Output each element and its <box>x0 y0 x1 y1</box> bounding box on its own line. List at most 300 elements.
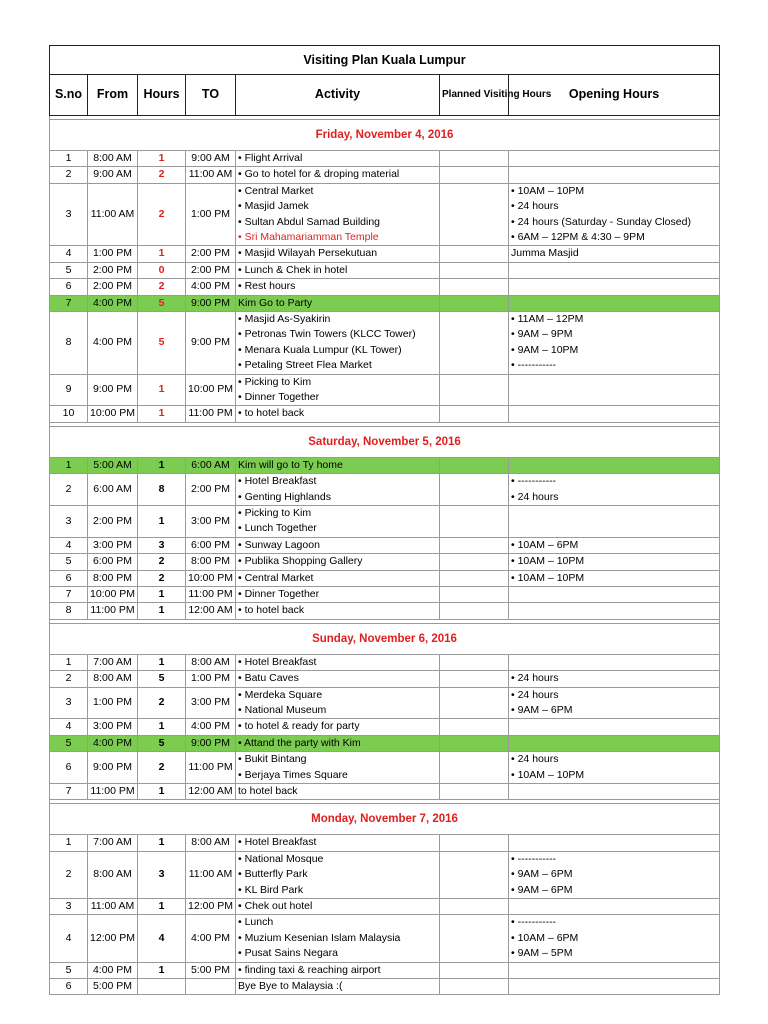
hours-cell: 0 <box>138 262 186 278</box>
activity-item: • Bukit Bintang <box>238 753 307 766</box>
activity-item: • Genting Highlands <box>238 490 331 503</box>
opening-hours-item: • 9AM – 6PM <box>511 883 573 896</box>
sno-cell: 7 <box>50 587 88 603</box>
hours-cell: 2 <box>138 279 186 295</box>
activity-item: • Merdeka Square <box>238 688 323 701</box>
opening-hours-cell <box>509 312 720 375</box>
table-row <box>50 752 720 784</box>
activity-item: • Masjid Wilayah Persekutuan <box>238 247 378 260</box>
from-time-cell: 5:00 PM <box>88 979 138 995</box>
opening-hours-item: • 24 hours <box>511 753 559 766</box>
activity-cell <box>236 962 440 978</box>
hours-cell: 1 <box>138 719 186 735</box>
to-time-cell: 10:00 PM <box>186 374 236 406</box>
table-row <box>50 719 720 735</box>
activity-item: • to hotel back <box>238 407 305 420</box>
header-row <box>50 75 720 116</box>
opening-hours-cell <box>509 474 720 506</box>
day-header-row <box>50 120 720 151</box>
opening-hours-cell <box>509 962 720 978</box>
from-time-cell: 2:00 PM <box>88 262 138 278</box>
header-hours: Hours <box>138 75 186 116</box>
activity-cell <box>236 654 440 670</box>
opening-hours-cell <box>509 506 720 538</box>
opening-hours-item: • 9AM – 10PM <box>511 343 579 356</box>
to-time-cell: 1:00 PM <box>186 671 236 687</box>
activity-item: • Sunway Lagoon <box>238 538 320 551</box>
opening-hours-cell <box>509 570 720 586</box>
day-heading: Monday, November 7, 2016 <box>50 804 720 835</box>
opening-hours-cell <box>509 851 720 898</box>
activity-cell <box>236 151 440 167</box>
planned-hours-cell <box>440 537 509 553</box>
from-time-cell: 11:00 AM <box>88 183 138 246</box>
activity-item: Bye Bye to Malaysia :( <box>238 980 343 993</box>
opening-hours-item: • 24 hours <box>511 490 559 503</box>
activity-cell <box>236 603 440 619</box>
hours-cell: 4 <box>138 915 186 962</box>
sno-cell: 2 <box>50 671 88 687</box>
sno-cell: 7 <box>50 784 88 800</box>
table-row <box>50 457 720 473</box>
activity-item: • Lunch <box>238 916 274 929</box>
activity-cell <box>236 537 440 553</box>
from-time-cell: 11:00 PM <box>88 784 138 800</box>
hours-cell: 1 <box>138 457 186 473</box>
hours-cell: 2 <box>138 183 186 246</box>
activity-item: • Butterfly Park <box>238 868 308 881</box>
table-row <box>50 295 720 311</box>
table-row <box>50 835 720 851</box>
from-time-cell: 6:00 PM <box>88 554 138 570</box>
sno-cell: 5 <box>50 735 88 751</box>
from-time-cell: 6:00 AM <box>88 474 138 506</box>
activity-item: Kim will go to Ty home <box>238 458 343 471</box>
hours-cell: 8 <box>138 474 186 506</box>
from-time-cell: 8:00 AM <box>88 671 138 687</box>
planned-hours-cell <box>440 962 509 978</box>
to-time-cell: 12:00 AM <box>186 603 236 619</box>
from-time-cell: 9:00 PM <box>88 374 138 406</box>
opening-hours-item: • 10AM – 6PM <box>511 538 579 551</box>
opening-hours-item: Jumma Masjid <box>511 247 579 260</box>
planned-hours-cell <box>440 752 509 784</box>
to-time-cell: 8:00 AM <box>186 835 236 851</box>
header-sno: S.no <box>50 75 88 116</box>
to-time-cell: 6:00 AM <box>186 457 236 473</box>
hours-cell: 5 <box>138 312 186 375</box>
sno-cell: 4 <box>50 246 88 262</box>
opening-hours-item: • 9AM – 5PM <box>511 947 573 960</box>
to-time-cell: 9:00 PM <box>186 312 236 375</box>
to-time-cell: 2:00 PM <box>186 474 236 506</box>
to-time-cell: 1:00 PM <box>186 183 236 246</box>
header-to: TO <box>186 75 236 116</box>
planned-hours-cell <box>440 262 509 278</box>
planned-hours-cell <box>440 570 509 586</box>
hours-cell: 1 <box>138 603 186 619</box>
activity-cell <box>236 457 440 473</box>
planned-hours-cell <box>440 735 509 751</box>
table-row <box>50 979 720 995</box>
opening-hours-item: • ----------- <box>511 852 557 865</box>
from-time-cell: 10:00 PM <box>88 406 138 422</box>
day-header-row <box>50 426 720 457</box>
table-row <box>50 587 720 603</box>
hours-cell: 1 <box>138 962 186 978</box>
sno-cell: 1 <box>50 457 88 473</box>
from-time-cell: 4:00 PM <box>88 312 138 375</box>
to-time-cell: 11:00 PM <box>186 587 236 603</box>
hours-cell: 5 <box>138 295 186 311</box>
planned-hours-cell <box>440 506 509 538</box>
to-time-cell: 9:00 AM <box>186 151 236 167</box>
table-row <box>50 554 720 570</box>
sno-cell: 3 <box>50 183 88 246</box>
table-row <box>50 687 720 719</box>
to-time-cell: 11:00 AM <box>186 167 236 183</box>
opening-hours-item: • 9AM – 9PM <box>511 328 573 341</box>
opening-hours-cell <box>509 537 720 553</box>
planned-hours-cell <box>440 457 509 473</box>
opening-hours-item: • 9AM – 6PM <box>511 704 573 717</box>
hours-cell: 1 <box>138 506 186 538</box>
planned-hours-cell <box>440 687 509 719</box>
opening-hours-cell <box>509 979 720 995</box>
sno-cell: 3 <box>50 506 88 538</box>
activity-cell <box>236 587 440 603</box>
opening-hours-cell <box>509 151 720 167</box>
planned-hours-cell <box>440 151 509 167</box>
activity-item: • Menara Kuala Lumpur (KL Tower) <box>238 343 402 356</box>
activity-cell <box>236 671 440 687</box>
from-time-cell: 9:00 AM <box>88 167 138 183</box>
activity-item: • Pusat Sains Negara <box>238 947 338 960</box>
to-time-cell: 3:00 PM <box>186 687 236 719</box>
activity-item: • Dinner Together <box>238 588 320 601</box>
to-time-cell: 11:00 PM <box>186 406 236 422</box>
sno-cell: 2 <box>50 474 88 506</box>
opening-hours-cell <box>509 262 720 278</box>
activity-item: • to hotel back <box>238 604 305 617</box>
table-row <box>50 474 720 506</box>
opening-hours-item: • ----------- <box>511 475 557 488</box>
planned-hours-cell <box>440 587 509 603</box>
opening-hours-cell <box>509 554 720 570</box>
activity-cell <box>236 735 440 751</box>
table-row <box>50 915 720 962</box>
activity-item: • National Mosque <box>238 852 324 865</box>
table-row <box>50 506 720 538</box>
to-time-cell <box>186 979 236 995</box>
header-activity: Activity <box>236 75 440 116</box>
planned-hours-cell <box>440 979 509 995</box>
to-time-cell: 6:00 PM <box>186 537 236 553</box>
table-row <box>50 406 720 422</box>
activity-cell <box>236 246 440 262</box>
day-header-row <box>50 804 720 835</box>
to-time-cell: 9:00 PM <box>186 295 236 311</box>
opening-hours-cell <box>509 835 720 851</box>
table-row <box>50 167 720 183</box>
planned-hours-cell <box>440 312 509 375</box>
visiting-plan-table <box>49 45 720 995</box>
page-title: Visiting Plan Kuala Lumpur <box>50 46 720 75</box>
to-time-cell: 4:00 PM <box>186 719 236 735</box>
activity-item: • Chek out hotel <box>238 900 313 913</box>
opening-hours-cell <box>509 752 720 784</box>
day-header-row <box>50 623 720 654</box>
from-time-cell: 1:00 PM <box>88 246 138 262</box>
from-time-cell: 7:00 AM <box>88 835 138 851</box>
table-row <box>50 570 720 586</box>
activity-item: • Petronas Twin Towers (KLCC Tower) <box>238 328 416 341</box>
planned-hours-cell <box>440 784 509 800</box>
activity-item: • finding taxi & reaching airport <box>238 963 381 976</box>
planned-hours-cell <box>440 603 509 619</box>
from-time-cell: 1:00 PM <box>88 687 138 719</box>
activity-cell <box>236 752 440 784</box>
table-row <box>50 279 720 295</box>
title-row <box>50 46 720 75</box>
to-time-cell: 10:00 PM <box>186 570 236 586</box>
planned-hours-cell <box>440 295 509 311</box>
opening-hours-cell <box>509 167 720 183</box>
sno-cell: 1 <box>50 151 88 167</box>
table-row <box>50 654 720 670</box>
planned-hours-cell <box>440 279 509 295</box>
opening-hours-cell <box>509 915 720 962</box>
activity-item: Kim Go to Party <box>238 296 313 309</box>
opening-hours-cell <box>509 279 720 295</box>
planned-hours-cell <box>440 671 509 687</box>
opening-hours-item: • 24 hours <box>511 200 559 213</box>
opening-hours-cell <box>509 654 720 670</box>
opening-hours-item: • 6AM – 12PM & 4:30 – 9PM <box>511 231 645 243</box>
from-time-cell: 2:00 PM <box>88 279 138 295</box>
from-time-cell: 12:00 PM <box>88 915 138 962</box>
hours-cell: 1 <box>138 246 186 262</box>
header-planned-visiting-hours: Planned Visiting Hours <box>440 75 509 116</box>
sno-cell: 4 <box>50 537 88 553</box>
sno-cell: 10 <box>50 406 88 422</box>
from-time-cell: 11:00 AM <box>88 899 138 915</box>
planned-hours-cell <box>440 406 509 422</box>
activity-cell <box>236 554 440 570</box>
hours-cell: 3 <box>138 851 186 898</box>
activity-cell <box>236 784 440 800</box>
opening-hours-item: • 10AM – 10PM <box>511 555 585 568</box>
day-heading: Saturday, November 5, 2016 <box>50 426 720 457</box>
activity-item: • Masjid Jamek <box>238 200 309 213</box>
from-time-cell: 10:00 PM <box>88 587 138 603</box>
activity-cell <box>236 474 440 506</box>
opening-hours-item: • ----------- <box>511 359 557 372</box>
activity-item: • Hotel Breakfast <box>238 655 317 668</box>
activity-item: • Batu Caves <box>238 672 299 685</box>
hours-cell: 2 <box>138 554 186 570</box>
sno-cell: 5 <box>50 262 88 278</box>
planned-hours-cell <box>440 835 509 851</box>
activity-item: • Flight Arrival <box>238 152 303 164</box>
opening-hours-item: • 9AM – 6PM <box>511 868 573 881</box>
activity-item: • Central Market <box>238 571 314 584</box>
activity-item: • Picking to Kim <box>238 375 312 388</box>
from-time-cell: 3:00 PM <box>88 719 138 735</box>
activity-item: • Petaling Street Flea Market <box>238 359 372 372</box>
activity-cell <box>236 167 440 183</box>
opening-hours-cell <box>509 406 720 422</box>
activity-item: • Berjaya Times Square <box>238 768 348 781</box>
hours-cell: 1 <box>138 654 186 670</box>
table-row <box>50 183 720 246</box>
from-time-cell: 5:00 AM <box>88 457 138 473</box>
planned-hours-cell <box>440 719 509 735</box>
from-time-cell: 3:00 PM <box>88 537 138 553</box>
activity-item: • Attand the party with Kim <box>238 736 361 749</box>
to-time-cell: 9:00 PM <box>186 735 236 751</box>
hours-cell: 1 <box>138 835 186 851</box>
hours-cell: 1 <box>138 899 186 915</box>
activity-item: • Masjid As-Syakirin <box>238 313 331 326</box>
opening-hours-item: • 10AM – 10PM <box>511 571 585 584</box>
opening-hours-cell <box>509 457 720 473</box>
opening-hours-cell <box>509 671 720 687</box>
from-time-cell: 11:00 PM <box>88 603 138 619</box>
to-time-cell: 8:00 PM <box>186 554 236 570</box>
activity-cell <box>236 295 440 311</box>
table-row <box>50 374 720 406</box>
planned-hours-cell <box>440 554 509 570</box>
hours-cell: 2 <box>138 167 186 183</box>
activity-item: • Lunch Together <box>238 522 317 535</box>
hours-cell: 1 <box>138 151 186 167</box>
planned-hours-cell <box>440 915 509 962</box>
table-row <box>50 851 720 898</box>
opening-hours-item: • 24 hours <box>511 688 559 701</box>
activity-item: • National Museum <box>238 704 327 717</box>
activity-cell <box>236 279 440 295</box>
from-time-cell: 8:00 PM <box>88 570 138 586</box>
activity-item: • KL Bird Park <box>238 883 304 896</box>
planned-hours-cell <box>440 851 509 898</box>
sno-cell: 6 <box>50 570 88 586</box>
sno-cell: 9 <box>50 374 88 406</box>
planned-hours-cell <box>440 183 509 246</box>
hours-cell: 1 <box>138 784 186 800</box>
activity-cell <box>236 312 440 375</box>
sno-cell: 4 <box>50 915 88 962</box>
activity-cell <box>236 835 440 851</box>
header-opening-hours: Opening Hours <box>509 75 720 116</box>
from-time-cell: 9:00 PM <box>88 752 138 784</box>
opening-hours-cell <box>509 784 720 800</box>
sno-cell: 3 <box>50 687 88 719</box>
opening-hours-item: • ----------- <box>511 916 557 929</box>
opening-hours-item: • 24 hours (Saturday - Sunday Closed) <box>511 215 691 228</box>
to-time-cell: 2:00 PM <box>186 246 236 262</box>
sno-cell: 2 <box>50 167 88 183</box>
hours-cell: 5 <box>138 735 186 751</box>
activity-item: • Central Market <box>238 184 314 197</box>
day-heading: Friday, November 4, 2016 <box>50 120 720 151</box>
activity-cell <box>236 719 440 735</box>
activity-cell <box>236 899 440 915</box>
hours-cell: 3 <box>138 537 186 553</box>
activity-item: • Lunch & Chek in hotel <box>238 263 348 276</box>
opening-hours-cell <box>509 374 720 406</box>
hours-cell: 1 <box>138 587 186 603</box>
table-row <box>50 784 720 800</box>
sno-cell: 6 <box>50 279 88 295</box>
activity-cell <box>236 687 440 719</box>
activity-cell <box>236 979 440 995</box>
from-time-cell: 2:00 PM <box>88 506 138 538</box>
table-row <box>50 962 720 978</box>
opening-hours-item: • 11AM – 12PM <box>511 313 584 326</box>
to-time-cell: 12:00 AM <box>186 784 236 800</box>
opening-hours-item: • 10AM – 10PM <box>511 768 585 781</box>
activity-item: • Sultan Abdul Samad Building <box>238 215 381 228</box>
opening-hours-item: • 10AM – 6PM <box>511 931 579 944</box>
to-time-cell: 2:00 PM <box>186 262 236 278</box>
opening-hours-cell <box>509 719 720 735</box>
table-row <box>50 151 720 167</box>
sno-cell: 7 <box>50 295 88 311</box>
from-time-cell: 4:00 PM <box>88 962 138 978</box>
hours-cell: 1 <box>138 406 186 422</box>
activity-item: • Go to hotel for & droping material <box>238 168 400 181</box>
from-time-cell: 8:00 AM <box>88 151 138 167</box>
to-time-cell: 8:00 AM <box>186 654 236 670</box>
from-time-cell: 4:00 PM <box>88 735 138 751</box>
opening-hours-cell <box>509 603 720 619</box>
activity-cell <box>236 183 440 246</box>
planned-hours-cell <box>440 167 509 183</box>
sno-cell: 5 <box>50 554 88 570</box>
planned-hours-cell <box>440 899 509 915</box>
table-row <box>50 537 720 553</box>
activity-item: • Picking to Kim <box>238 507 312 520</box>
opening-hours-cell <box>509 687 720 719</box>
opening-hours-item: • 10AM – 10PM <box>511 184 585 197</box>
sno-cell: 5 <box>50 962 88 978</box>
to-time-cell: 3:00 PM <box>186 506 236 538</box>
table-row <box>50 735 720 751</box>
hours-cell: 1 <box>138 374 186 406</box>
sno-cell: 1 <box>50 654 88 670</box>
activity-cell <box>236 406 440 422</box>
opening-hours-cell <box>509 246 720 262</box>
activity-item: • Hotel Breakfast <box>238 836 317 849</box>
opening-hours-cell <box>509 899 720 915</box>
activity-item: • Rest hours <box>238 280 296 293</box>
activity-item: • to hotel & ready for party <box>238 720 360 733</box>
sno-cell: 8 <box>50 603 88 619</box>
activity-cell <box>236 262 440 278</box>
to-time-cell: 11:00 PM <box>186 752 236 784</box>
to-time-cell: 5:00 PM <box>186 962 236 978</box>
planned-hours-cell <box>440 474 509 506</box>
sno-cell: 4 <box>50 719 88 735</box>
planned-hours-cell <box>440 654 509 670</box>
from-time-cell: 4:00 PM <box>88 295 138 311</box>
activity-item: • Dinner Together <box>238 391 320 404</box>
hours-cell: 2 <box>138 752 186 784</box>
activity-item: • Hotel Breakfast <box>238 475 317 488</box>
sno-cell: 8 <box>50 312 88 375</box>
sno-cell: 6 <box>50 979 88 995</box>
